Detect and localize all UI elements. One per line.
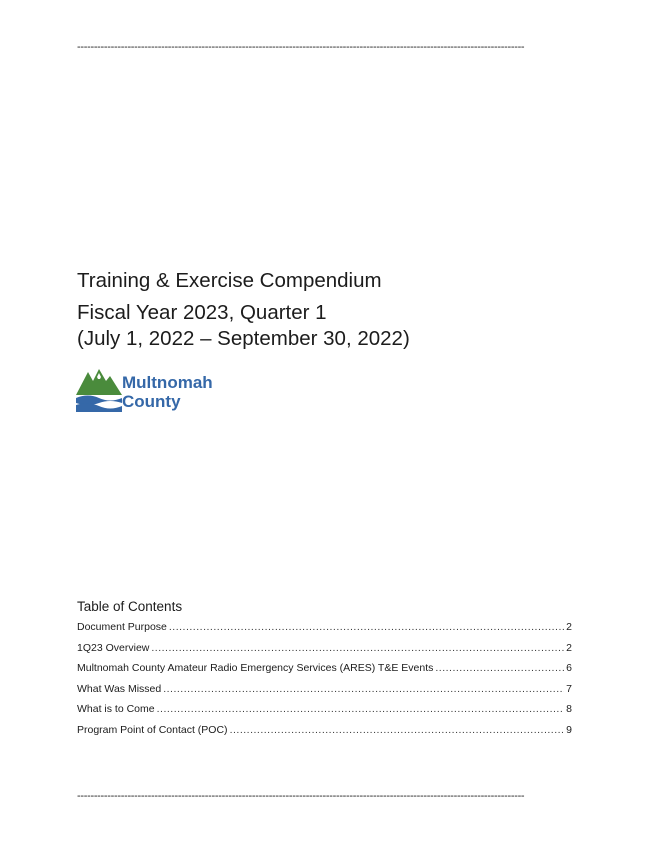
toc-leader-dots — [163, 682, 564, 696]
toc-entry[interactable] — [77, 641, 572, 662]
fiscal-period: Fiscal Year 2023, Quarter 1 — [77, 301, 327, 324]
toc-entry-page: 6 — [566, 662, 572, 674]
toc-entry-page: 2 — [566, 641, 572, 654]
toc-entry-page: 7 — [566, 682, 572, 695]
toc-entry[interactable] — [77, 682, 572, 703]
toc-leader-dots — [435, 661, 564, 675]
toc-entry-label[interactable]: What Was Missed — [77, 682, 162, 695]
toc-entry-label[interactable]: Document Purpose — [77, 621, 167, 633]
toc-entry-label[interactable]: 1Q23 Overview — [77, 641, 150, 654]
toc-entry[interactable] — [77, 723, 572, 744]
toc-entry-label[interactable]: What is to Come — [77, 703, 155, 715]
toc-heading: Table of Contents — [77, 599, 183, 614]
toc-leader-dots — [157, 702, 565, 716]
toc-entry[interactable] — [77, 702, 572, 723]
table-of-contents — [77, 620, 572, 743]
toc-leader-dots — [230, 723, 565, 737]
toc-entry-page: 8 — [566, 703, 572, 715]
logo-text-county: County — [122, 392, 181, 411]
logo-text-multnomah: Multnomah — [122, 373, 213, 392]
multnomah-county-logo — [76, 365, 246, 417]
toc-entry-label[interactable]: Program Point of Contact (POC) — [77, 723, 228, 736]
mountain-logo-icon — [76, 365, 122, 415]
document-title: Training & Exercise Compendium — [77, 269, 382, 292]
toc-entry[interactable] — [77, 620, 572, 641]
toc-entry-label[interactable]: Multnomah County Amateur Radio Emergency Services (ARES) T&E Events — [77, 662, 434, 674]
toc-entry[interactable] — [77, 661, 572, 682]
toc-entry-page: 2 — [566, 621, 572, 633]
footer-separator: ------------------------------------------------------------------------------------------------------------------------------------- — [77, 790, 525, 802]
toc-leader-dots — [169, 620, 564, 634]
toc-leader-dots — [151, 641, 564, 655]
toc-entry-page: 9 — [566, 723, 572, 736]
header-separator: ------------------------------------------------------------------------------------------------------------------------------------- — [77, 41, 525, 53]
date-range: (July 1, 2022 – September 30, 2022) — [77, 327, 410, 350]
